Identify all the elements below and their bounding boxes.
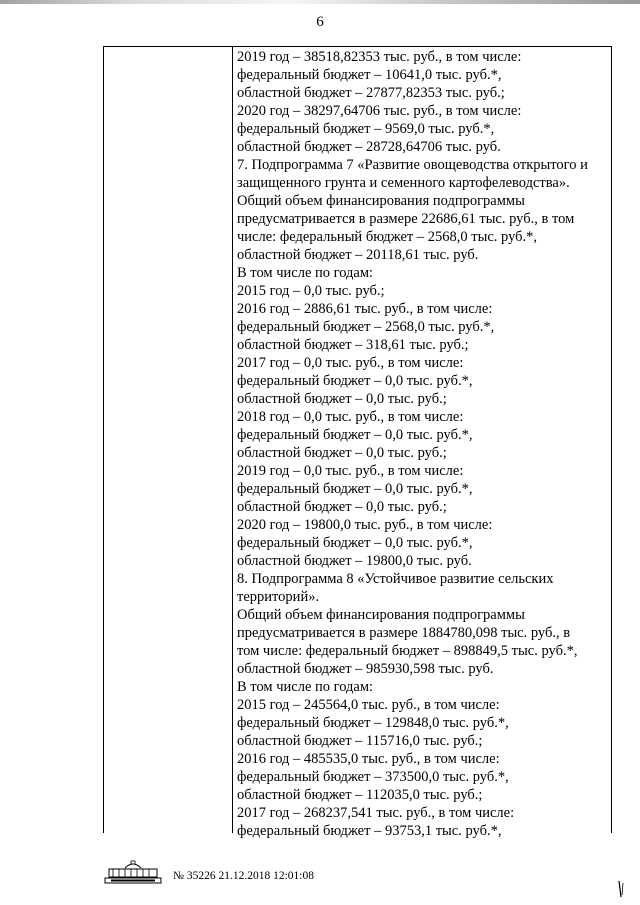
text-line: 2018 год – 0,0 тыс. руб., в том числе: (237, 409, 464, 425)
text-line: областной бюджет – 985930,598 тыс. руб. (237, 661, 494, 677)
page-number: 6 (316, 14, 324, 30)
text-line: защищенного грунта и семенного картофелеводства». (237, 175, 570, 191)
corner-mark-icon (616, 879, 626, 899)
text-line: предусматривается в размере 1884780,098 тыс. руб., в (237, 625, 571, 641)
scan-top-edge (0, 0, 640, 4)
table-right-cell (237, 48, 609, 840)
document-footer (103, 857, 314, 885)
text-line: В том числе по годам: (237, 265, 374, 281)
text-line: федеральный бюджет – 93753,1 тыс. руб.*, (237, 823, 502, 839)
text-line: 2016 год – 485535,0 тыс. руб., в том числе: (237, 751, 500, 767)
text-line: 2015 год – 0,0 тыс. руб.; (237, 283, 385, 299)
text-line: областной бюджет – 0,0 тыс. руб.; (237, 499, 447, 515)
table-column-divider (232, 46, 233, 833)
text-line: 8. Подпрограмма 8 «Устойчивое развитие сельских (237, 571, 554, 587)
text-line: областной бюджет – 115716,0 тыс. руб.; (237, 733, 483, 749)
text-line: федеральный бюджет – 10641,0 тыс. руб.*, (237, 67, 502, 83)
text-line: Общий объем финансирования подпрограммы (237, 193, 525, 209)
text-line: В том числе по годам: (237, 679, 374, 695)
registration-number: № 35226 21.12.2018 12:01:08 (173, 870, 314, 882)
text-line: Общий объем финансирования подпрограммы (237, 607, 525, 623)
text-line: федеральный бюджет – 9569,0 тыс. руб.*, (237, 121, 495, 137)
text-line: областной бюджет – 318,61 тыс. руб.; (237, 337, 469, 353)
text-line: областной бюджет – 28728,64706 тыс. руб. (237, 139, 501, 155)
text-line: предусматривается в размере 22686,61 тыс. руб., в том (237, 211, 575, 227)
text-line: федеральный бюджет – 0,0 тыс. руб.*, (237, 373, 473, 389)
text-line: 2020 год – 19800,0 тыс. руб., в том числе: (237, 517, 493, 533)
text-line: 2015 год – 245564,0 тыс. руб., в том числе: (237, 697, 500, 713)
text-line: федеральный бюджет – 129848,0 тыс. руб.*, (237, 715, 509, 731)
text-line: федеральный бюджет – 0,0 тыс. руб.*, (237, 481, 473, 497)
text-line: том числе: федеральный бюджет – 898849,5 тыс. руб.*, (237, 643, 578, 659)
registry-stamp-icon (103, 859, 163, 885)
text-line: федеральный бюджет – 2568,0 тыс. руб.*, (237, 319, 495, 335)
text-line: 2020 год – 38297,64706 тыс. руб., в том числе: (237, 103, 522, 119)
text-line: областной бюджет – 112035,0 тыс. руб.; (237, 787, 483, 803)
text-line: 2017 год – 0,0 тыс. руб., в том числе: (237, 355, 464, 371)
text-line: федеральный бюджет – 373500,0 тыс. руб.*, (237, 769, 509, 785)
text-line: областной бюджет – 0,0 тыс. руб.; (237, 391, 447, 407)
text-line: территорий». (237, 589, 320, 605)
text-line: областной бюджет – 27877,82353 тыс. руб.; (237, 85, 505, 101)
text-line: 2016 год – 2886,61 тыс. руб., в том числе: (237, 301, 493, 317)
text-line: 7. Подпрограмма 7 «Развитие овощеводства открытого и (237, 157, 588, 173)
text-line: федеральный бюджет – 0,0 тыс. руб.*, (237, 535, 473, 551)
text-line: 2019 год – 0,0 тыс. руб., в том числе: (237, 463, 464, 479)
text-line: областной бюджет – 20118,61 тыс. руб. (237, 247, 479, 263)
text-line: 2017 год – 268237,541 тыс. руб., в том числе: (237, 805, 515, 821)
text-line: федеральный бюджет – 0,0 тыс. руб.*, (237, 427, 473, 443)
text-line: областной бюджет – 19800,0 тыс. руб. (237, 553, 472, 569)
text-line: областной бюджет – 0,0 тыс. руб.; (237, 445, 447, 461)
text-line: числе: федеральный бюджет – 2568,0 тыс. руб.*, (237, 229, 538, 245)
text-line: 2019 год – 38518,82353 тыс. руб., в том числе: (237, 49, 522, 65)
